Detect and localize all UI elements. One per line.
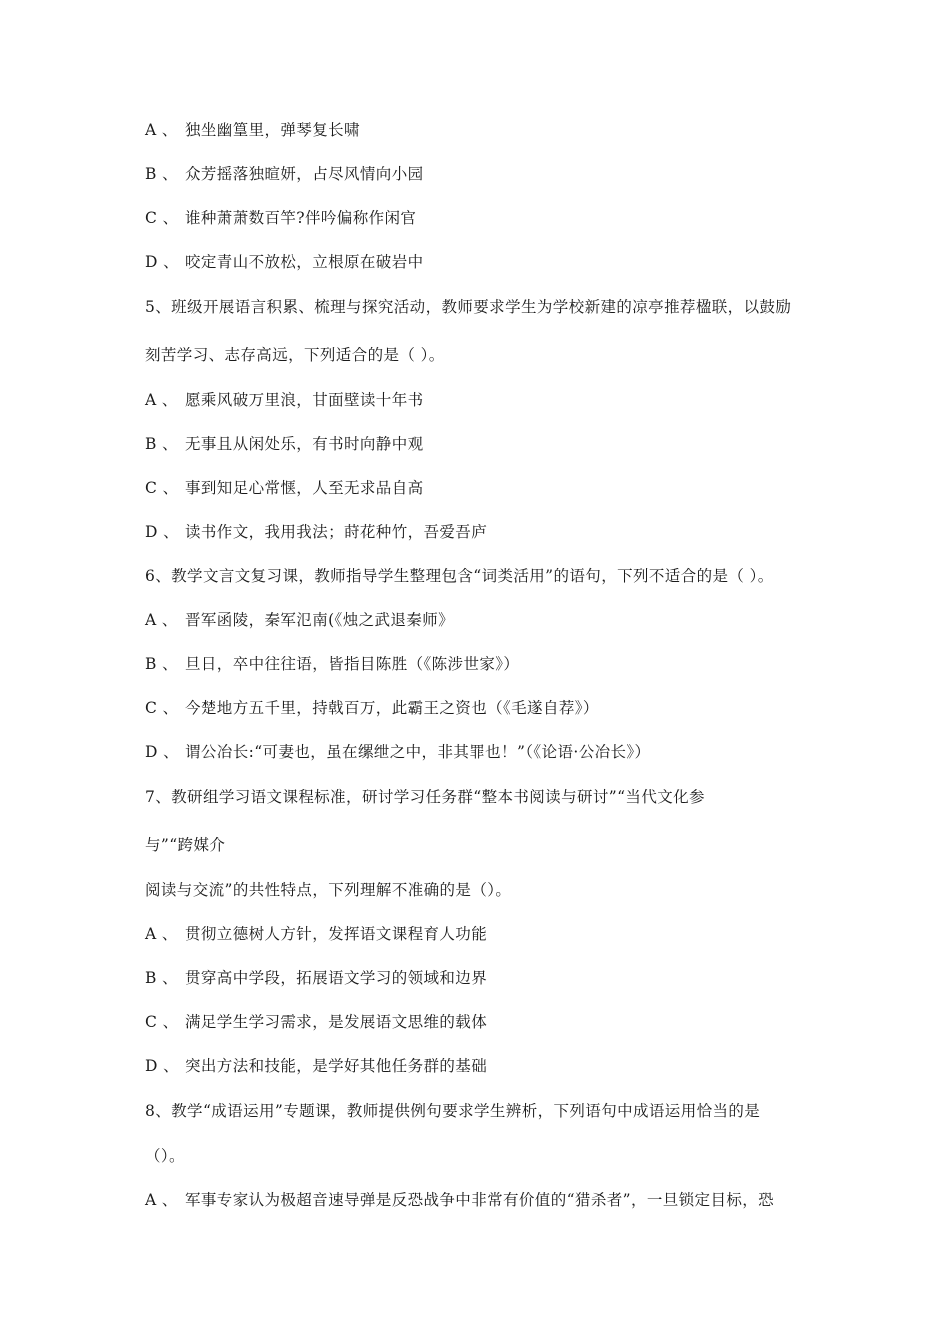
option-letter: A 、: [145, 391, 178, 409]
q5-option-d: [145, 522, 487, 542]
q4-option-c: [145, 208, 416, 228]
q5-stem-line-1: 5、班级开展语言积累、梳理与探究活动，教师要求学生为学校新建的凉亭推荐楹联，以鼓励: [145, 298, 792, 316]
option-letter: A 、: [145, 611, 178, 629]
option-letter: C 、: [145, 699, 179, 717]
q4-option-d: [145, 252, 424, 272]
q7-option-d: [145, 1056, 487, 1076]
option-text: 独坐幽篁里，弹琴复长啸: [185, 121, 360, 139]
q6-stem: 6、教学文言文复习课，教师指导学生整理包含“词类活用”的语句，下列不适合的是（ ）。: [145, 567, 774, 585]
option-text: 愿乘风破万里浪，甘面壁读十年书: [185, 391, 424, 409]
q8-stem-line-1: 8、教学“成语运用”专题课，教师提供例句要求学生辨析，下列语句中成语运用恰当的是: [145, 1102, 761, 1120]
q6-option-d: [145, 742, 650, 762]
option-letter: D 、: [145, 523, 180, 541]
option-text: 事到知足心常惬，人至无求品自高: [185, 479, 424, 497]
q5-stem-line-2: 刻苦学习、志存高远，下列适合的是（ ）。: [145, 346, 445, 364]
option-text: 无事且从闲处乐，有书时向静中观: [185, 435, 424, 453]
option-letter: B 、: [145, 969, 179, 987]
option-text: 突出方法和技能，是学好其他任务群的基础: [185, 1057, 488, 1075]
q5-option-c: [145, 478, 424, 498]
q7-option-b: [145, 968, 487, 988]
q7-stem-line-2: 与”“跨媒介: [145, 836, 226, 854]
q6-option-a: [145, 610, 454, 630]
option-text: 贯彻立德树人方针，发挥语文课程育人功能: [185, 925, 488, 943]
q4-option-b: [145, 164, 424, 184]
option-letter: A 、: [145, 121, 178, 139]
q5-option-b: [145, 434, 424, 454]
option-text: 读书作文，我用我法；莳花种竹，吾爱吾庐: [185, 523, 488, 541]
option-text: 贯穿高中学段，拓展语文学习的领域和边界: [185, 969, 488, 987]
option-letter: B 、: [145, 165, 179, 183]
option-letter: C 、: [145, 209, 179, 227]
option-text: 咬定青山不放松，立根原在破岩中: [185, 253, 424, 271]
option-letter: D 、: [145, 1057, 180, 1075]
q6-option-c: [145, 698, 599, 718]
option-text: 晋军函陵，秦军氾南(《烛之武退秦师》: [185, 611, 454, 629]
q8-option-a: [145, 1190, 774, 1210]
option-text: 满足学生学习需求，是发展语文思维的载体: [185, 1013, 488, 1031]
option-letter: C 、: [145, 1013, 179, 1031]
option-text: 谓公冶长:“可妻也，虽在缧绁之中，非其罪也！”（《论语·公冶长》）: [185, 743, 651, 761]
q5-option-a: [145, 390, 424, 410]
option-letter: B 、: [145, 655, 179, 673]
option-letter: D 、: [145, 253, 180, 271]
option-text: 军事专家认为极超音速导弹是反恐战争中非常有价值的“猎杀者”，一旦锁定目标，恐: [185, 1191, 775, 1209]
option-letter: A 、: [145, 1191, 178, 1209]
option-letter: A 、: [145, 925, 178, 943]
q4-option-a: [145, 120, 360, 140]
option-letter: C 、: [145, 479, 179, 497]
q7-option-a: [145, 924, 487, 944]
option-letter: B 、: [145, 435, 179, 453]
q6-option-b: [145, 654, 519, 674]
q8-stem-line-2: （）。: [145, 1147, 185, 1165]
option-text: 今楚地方五千里，持戟百万，此霸王之资也（《毛遂自荐》）: [185, 699, 599, 717]
option-text: 众芳摇落独暄妍，占尽风情向小园: [185, 165, 424, 183]
q7-option-c: [145, 1012, 487, 1032]
q7-stem-line-1: 7、教研组学习语文课程标准，研讨学习任务群“整本书阅读与研讨”“当代文化参: [145, 788, 705, 806]
option-text: 旦日，卒中往往语，皆指目陈胜（《陈涉世家》）: [185, 655, 520, 673]
option-text: 谁种萧萧数百竿?伴吟偏称作闲官: [185, 209, 417, 227]
option-letter: D 、: [145, 743, 180, 761]
q7-stem-line-3: 阅读与交流”的共性特点，下列理解不准确的是（）。: [145, 881, 512, 899]
